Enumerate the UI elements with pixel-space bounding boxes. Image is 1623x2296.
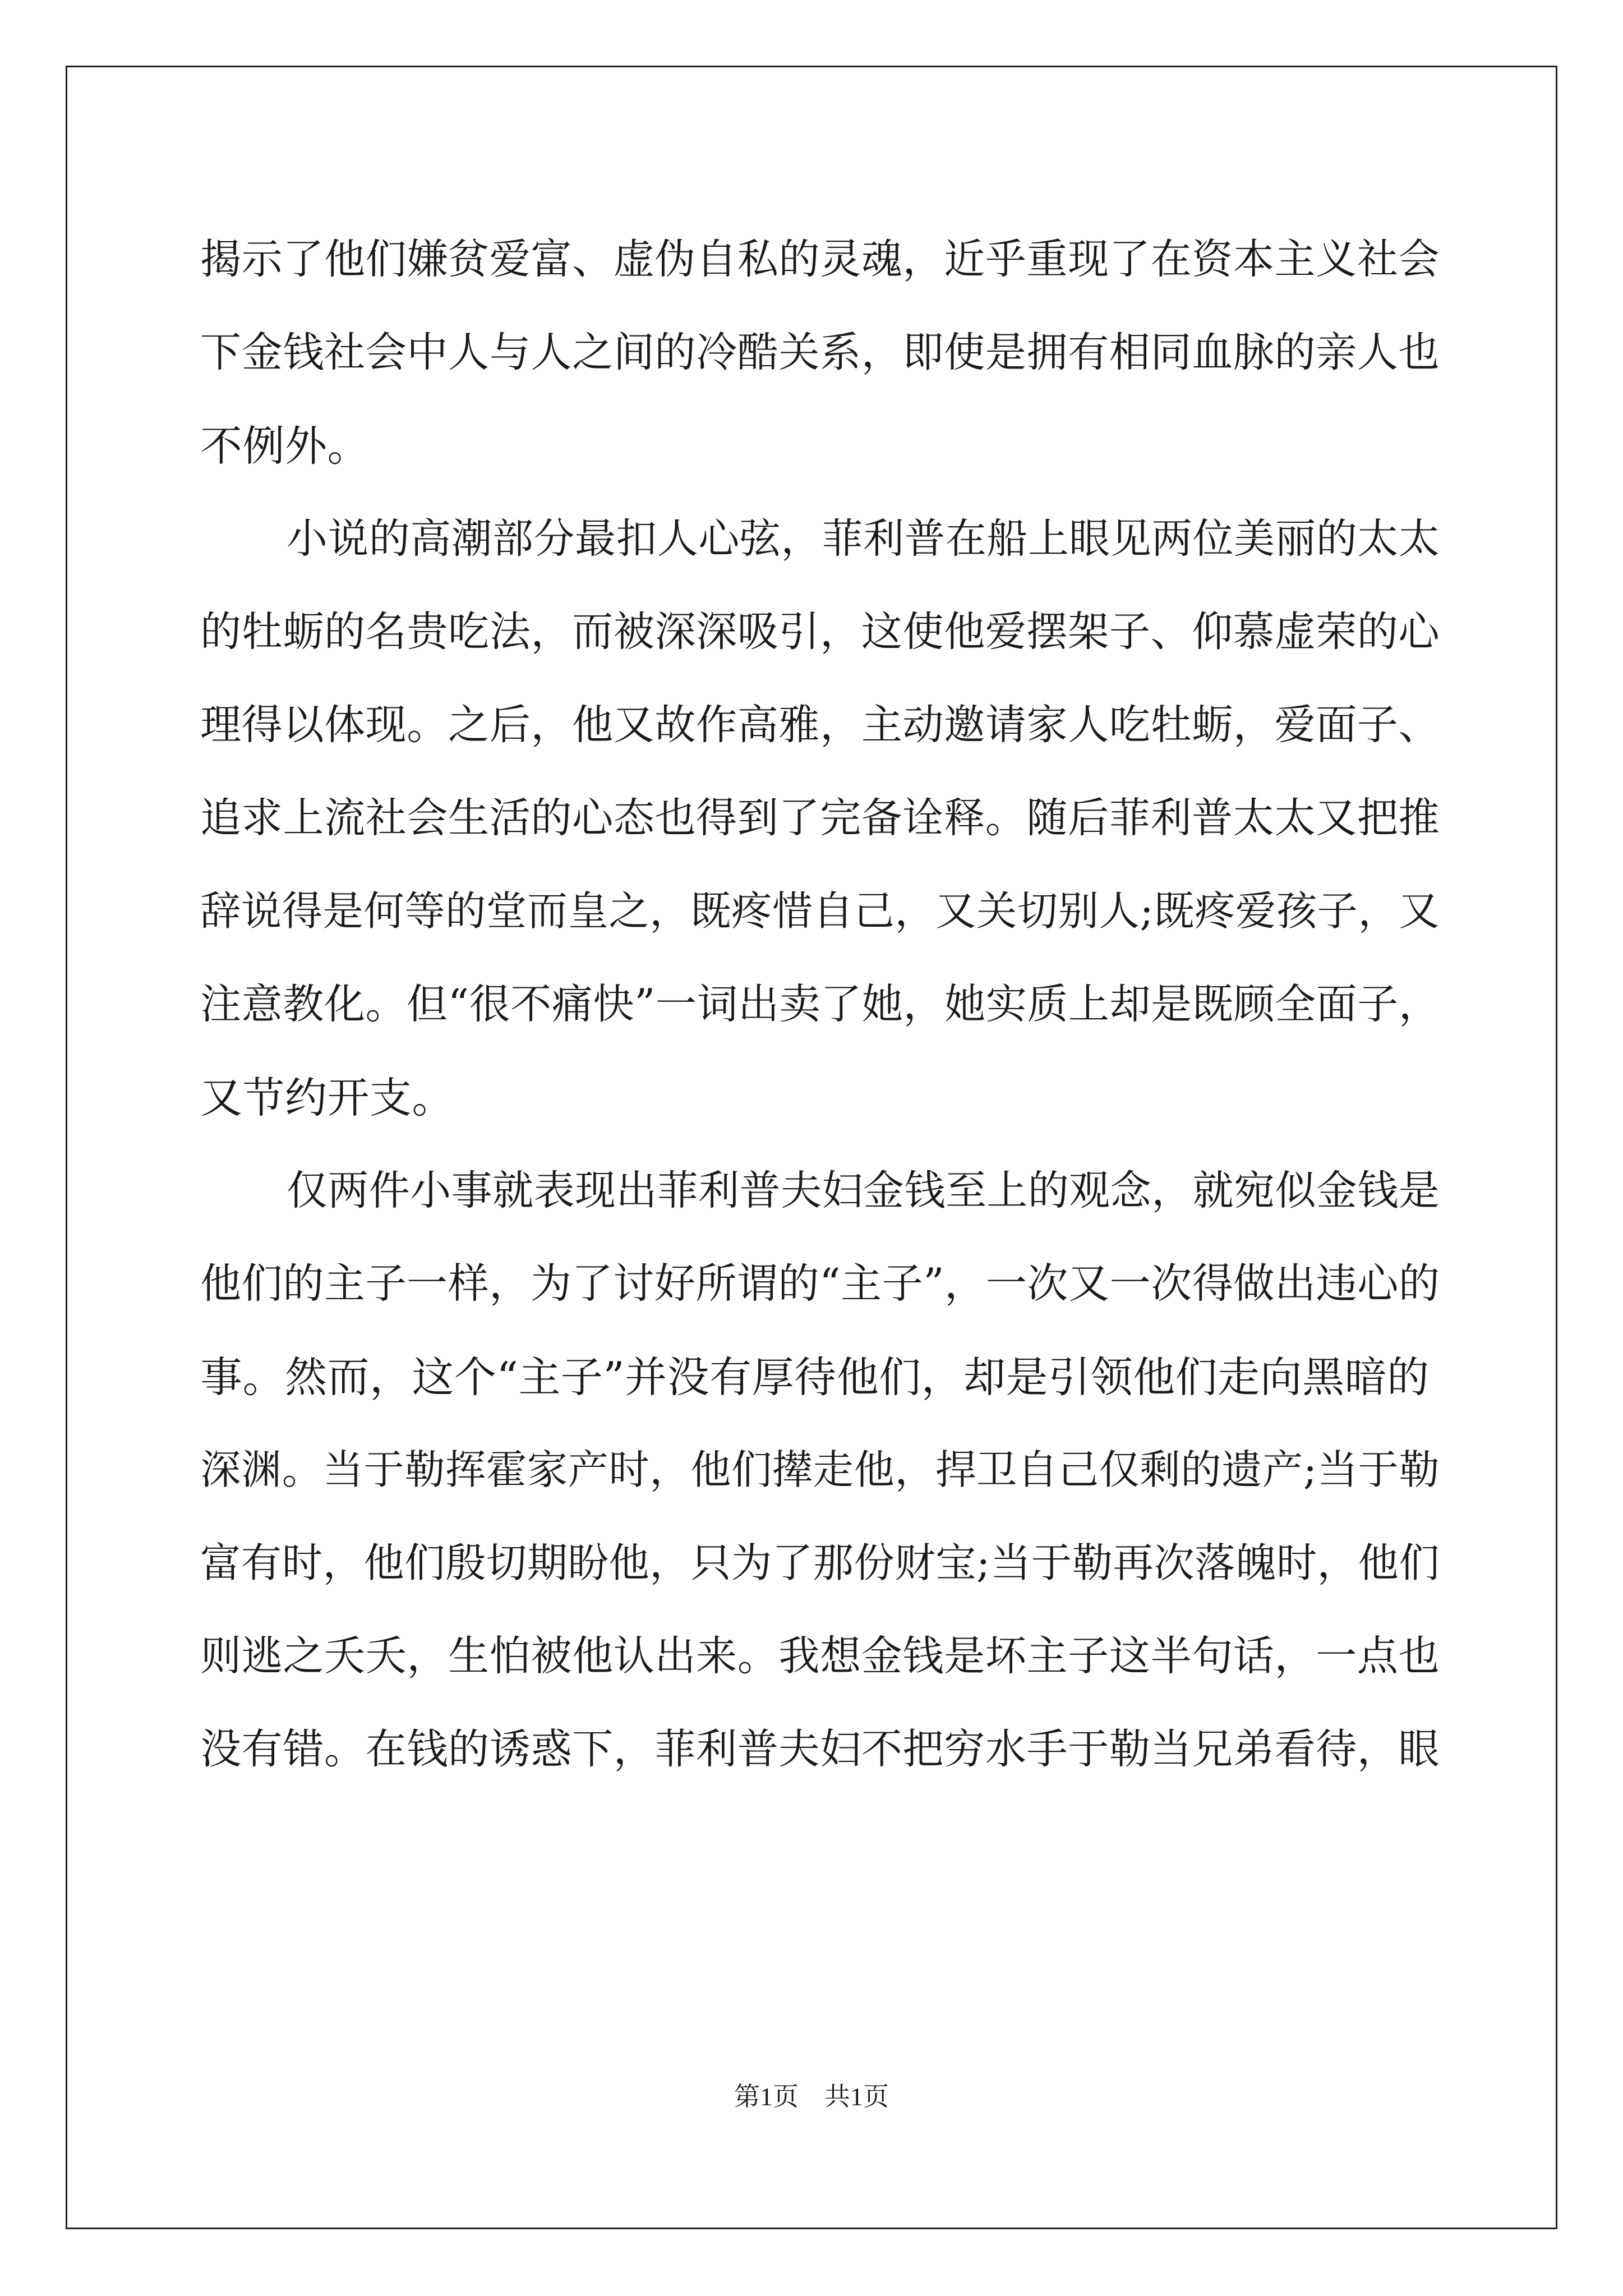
- text-line: 辞说得是何等的堂而皇之，既疼惜自己，又关切别人;既疼爱孩子，又: [200, 888, 1440, 935]
- paragraph-start-line: 仅两件小事就表现出菲利普夫妇金钱至上的观念，就宛似金钱是: [287, 1167, 1440, 1214]
- text-line: 下金钱社会中人与人之间的冷酷关系，即使是拥有相同血脉的亲人也: [200, 329, 1440, 376]
- text-line: 又节约开支。: [200, 1073, 455, 1122]
- text-line: 则逃之夭夭，生怕被他认出来。我想金钱是坏主子这半句话，一点也: [200, 1632, 1440, 1680]
- document-body: [200, 213, 1440, 1796]
- text-line: 不例外。: [200, 421, 370, 471]
- page-total: 共1页: [824, 2082, 889, 2111]
- text-line: 深渊。当于勒挥霍家产时，他们撵走他，捍卫自己仅剩的遗产;当于勒: [200, 1447, 1440, 1494]
- text-line: 追求上流社会生活的心态也得到了完备诠释。随后菲利普太太又把推: [200, 794, 1440, 842]
- page-footer: [0, 2080, 1623, 2114]
- paragraph-start-line: 小说的高潮部分最扣人心弦，菲利普在船上眼见两位美丽的太太: [287, 515, 1440, 563]
- text-line: 注意教化。但“很不痛快”一词出卖了她，她实质上却是既顾全面子，: [200, 981, 1440, 1028]
- text-line: 理得以体现。之后，他又故作高雅，主动邀请家人吃牡蛎，爱面子、: [200, 701, 1440, 749]
- page-number: 第1页: [734, 2082, 799, 2111]
- text-line: 富有时，他们殷切期盼他，只为了那份财宝;当于勒再次落魄时，他们: [200, 1540, 1440, 1587]
- text-line: 他们的主子一样，为了讨好所谓的“主子”，一次又一次得做出违心的: [200, 1260, 1440, 1308]
- text-line: 事。然而，这个“主子”并没有厚待他们，却是引领他们走向黑暗的: [200, 1352, 1430, 1402]
- text-line: 没有错。在钱的诱惑下，菲利普夫妇不把穷水手于勒当兄弟看待，眼: [200, 1726, 1440, 1773]
- text-line: 揭示了他们嫌贫爱富、虚伪自私的灵魂，近乎重现了在资本主义社会: [200, 236, 1440, 283]
- footer-spacer: [799, 2082, 824, 2111]
- text-line: 的牡蛎的名贵吃法，而被深深吸引，这使他爱摆架子、仰慕虚荣的心: [200, 608, 1440, 656]
